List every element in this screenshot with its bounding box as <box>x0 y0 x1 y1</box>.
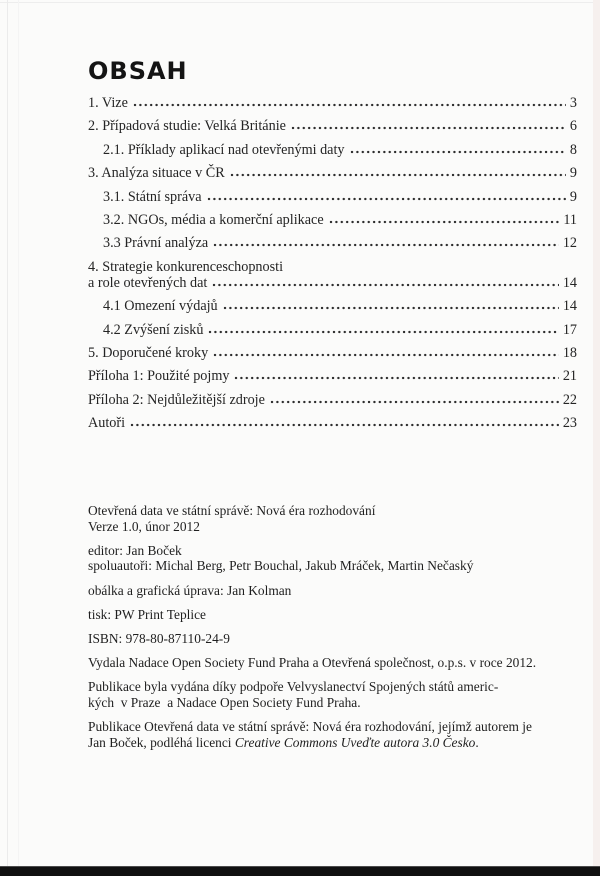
toc-entry-page: 12 <box>562 235 577 252</box>
toc-entry <box>88 212 577 228</box>
toc-entry-label-line1: 4. Strategie konkurenceschopnosti <box>88 258 284 275</box>
colophon-design-paragraph <box>88 583 592 599</box>
toc-entry <box>88 142 577 158</box>
toc-entry <box>88 415 577 431</box>
colophon-title-paragraph <box>88 503 592 534</box>
toc-entry <box>88 345 577 361</box>
support-line-1: Publikace byla vydána díky podpoře Velvyslanectví Spojených států americ- <box>88 679 499 695</box>
toc-entry-page: 17 <box>562 321 577 338</box>
colophon-print-paragraph <box>88 607 592 623</box>
dot-leader <box>213 243 559 247</box>
toc-entry-page: 9 <box>569 165 577 182</box>
dot-leader <box>133 103 566 107</box>
toc-entry <box>88 368 577 384</box>
toc-entry <box>88 189 577 205</box>
colophon-publisher-paragraph <box>88 655 592 671</box>
toc-entry-page: 22 <box>562 391 577 408</box>
dot-leader <box>230 173 566 177</box>
colophon-license-paragraph <box>88 719 592 750</box>
coauthors-line: spoluautoři: Michal Berg, Petr Bouchal, Jakub Mráček, Martin Nečaský <box>88 558 474 574</box>
colophon-editors-paragraph <box>88 543 592 574</box>
dot-leader <box>350 150 566 154</box>
license-line-2 <box>88 735 479 750</box>
toc-entry <box>88 259 577 291</box>
toc-entry-page: 9 <box>569 188 577 205</box>
toc-entry-label: 3.3 Právní analýza <box>103 235 209 252</box>
colophon <box>88 503 592 759</box>
toc-entry <box>88 165 577 181</box>
scan-edge-left-inner <box>18 0 19 876</box>
toc-entry-label: 3.2. NGOs, média a komerční aplikace <box>103 211 324 228</box>
toc-entry-label: 2.1. Příklady aplikací nad otevřenými daty <box>103 141 345 158</box>
toc-entry-label-line2: a role otevřených dat <box>88 274 208 291</box>
dot-leader <box>207 197 566 201</box>
dot-leader <box>212 283 558 287</box>
toc-entry <box>88 298 577 314</box>
license-name: Creative Commons Uveďte autora 3.0 Česko <box>234 734 476 750</box>
toc-entry-page: 8 <box>569 141 577 158</box>
toc-entry-label: 5. Doporučené kroky <box>88 344 209 361</box>
dot-leader <box>291 126 566 130</box>
toc-entry-label: 4.1 Omezení výdajů <box>103 298 218 315</box>
dot-leader <box>208 330 558 334</box>
isbn-line: ISBN: 978-80-87110-24-9 <box>88 630 230 646</box>
toc-entry-page: 21 <box>562 368 577 385</box>
toc-entry-page: 23 <box>562 415 577 432</box>
toc-entry <box>88 95 577 111</box>
dot-leader <box>213 353 559 357</box>
toc-entry-page: 3 <box>569 95 577 111</box>
toc-entry <box>88 235 577 251</box>
toc-entry-label: 2. Případová studie: Velká Británie <box>88 118 286 135</box>
toc-entry-page: 11 <box>563 211 577 228</box>
toc-entry-page: 6 <box>569 118 577 135</box>
publication-version: Verze 1.0, únor 2012 <box>88 518 200 534</box>
toc-entry <box>88 118 577 134</box>
license-prefix: Jan Boček, podléhá licenci <box>88 734 235 750</box>
toc-entry <box>88 392 577 408</box>
publication-title: Otevřená data ve státní správě: Nová éra rozhodování <box>88 503 376 518</box>
license-suffix: . <box>475 734 479 750</box>
dot-leader <box>234 376 558 380</box>
toc-entry-page: 14 <box>562 298 577 315</box>
support-line-2: kých v Praze a Nadace Open Society Fund Praha. <box>88 694 361 710</box>
dot-leader <box>223 306 559 310</box>
toc-entry-label: 3.1. Státní správa <box>103 188 202 205</box>
editor-line: editor: Jan Boček <box>88 542 182 558</box>
license-line-1: Publikace Otevřená data ve státní správě: Nová éra rozhodování, jejímž autorem je <box>88 719 532 735</box>
scan-edge-right <box>593 0 600 876</box>
colophon-isbn-paragraph <box>88 631 592 647</box>
toc-entry <box>88 322 577 338</box>
toc-entry-label: Příloha 1: Použité pojmy <box>88 368 230 385</box>
page-title: OBSAH <box>88 57 188 85</box>
toc-entry-label: 1. Vize <box>88 95 128 111</box>
colophon-support-paragraph <box>88 679 592 710</box>
toc-entry-page: 18 <box>562 344 577 361</box>
scan-bottom-bar <box>0 866 600 876</box>
dot-leader <box>329 220 560 224</box>
toc-entry-page: 14 <box>562 274 577 291</box>
table-of-contents <box>88 95 577 431</box>
toc-entry-label: 4.2 Zvýšení zisků <box>103 321 204 338</box>
scan-edge-left <box>7 0 8 876</box>
design-line: obálka a grafická úprava: Jan Kolman <box>88 582 292 598</box>
toc-entry-label: 3. Analýza situace v ČR <box>88 165 225 182</box>
toc-entry-label: Autoři <box>88 415 126 432</box>
dot-leader <box>270 400 559 404</box>
dot-leader <box>130 423 559 427</box>
page-content <box>88 0 577 438</box>
print-line: tisk: PW Print Teplice <box>88 606 206 622</box>
toc-entry-label: Příloha 2: Nejdůležitější zdroje <box>88 391 265 408</box>
publisher-line: Vydala Nadace Open Society Fund Praha a Otevřená společnost, o.p.s. v roce 2012. <box>88 655 537 671</box>
